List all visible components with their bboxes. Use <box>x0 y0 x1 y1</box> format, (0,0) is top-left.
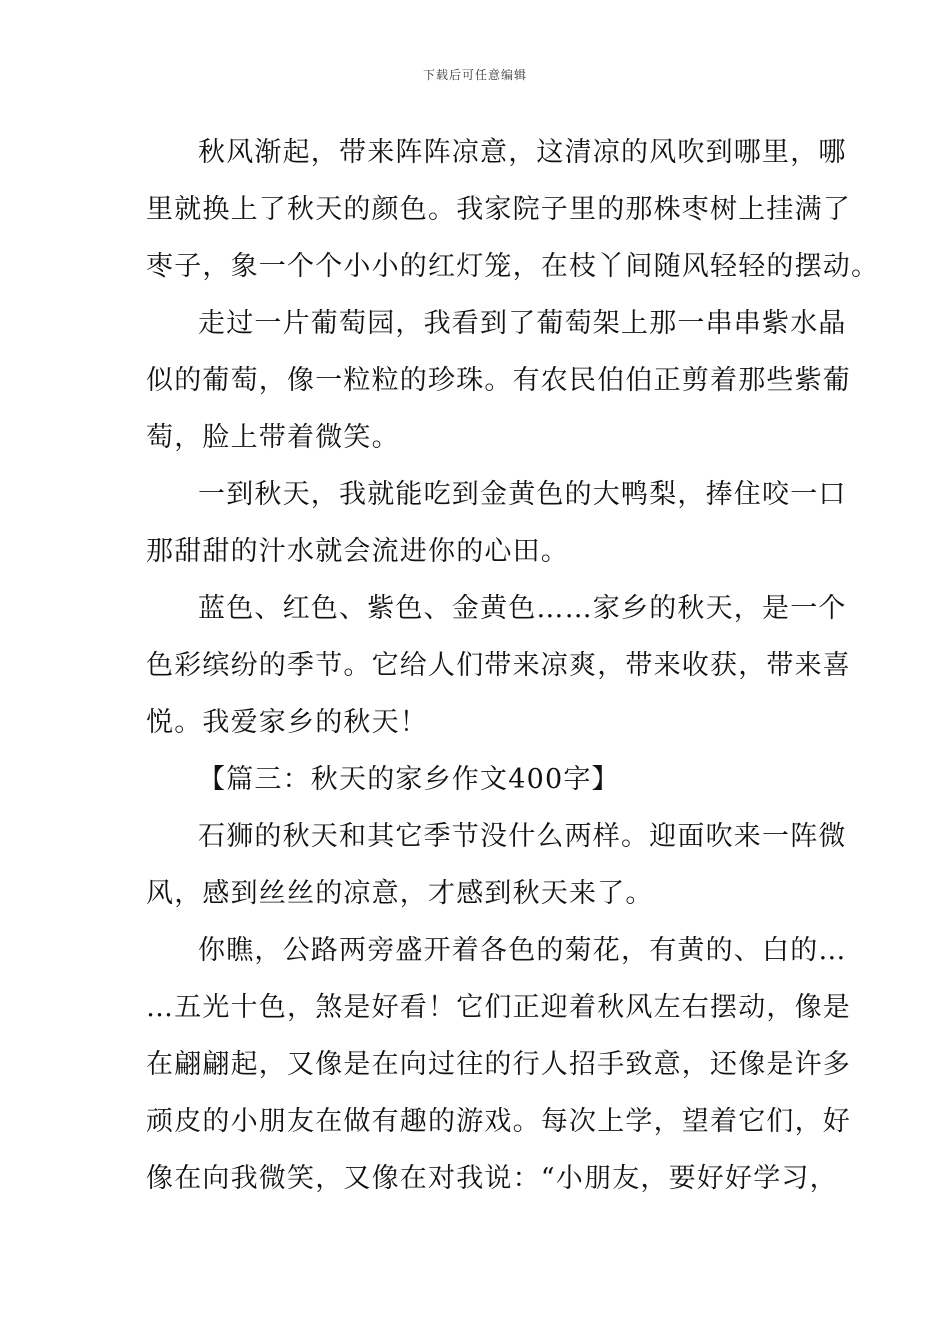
text-line: 萄，脸上带着微笑。 <box>146 422 400 453</box>
text-line: 枣子，象一个个小小的红灯笼，在枝丫间随风轻轻的摆动。 <box>146 251 880 282</box>
text-line: 你瞧，公路两旁盛开着各色的菊花，有黄的、白的… <box>198 935 847 966</box>
text-line: 在翩翩起，又像是在向过往的行人招手致意，还像是许多 <box>146 1049 851 1080</box>
text-line: 像在向我微笑，又像在对我说：“小朋友，要好好学习， <box>146 1163 838 1194</box>
text-line: 石狮的秋天和其它季节没什么两样。迎面吹来一阵微 <box>198 821 847 852</box>
text-line: 蓝色、红色、紫色、金黄色……家乡的秋天，是一个 <box>198 593 847 624</box>
text-line: 色彩缤纷的季节。它给人们带来凉爽，带来收获，带来喜 <box>146 650 851 681</box>
header-note: 下载后可任意编辑 <box>422 68 527 82</box>
text-line: 里就换上了秋天的颜色。我家院子里的那株枣树上挂满了 <box>146 194 851 225</box>
text-line: …五光十色，煞是好看！它们正迎着秋风左右摆动，像是 <box>146 992 851 1023</box>
text-line: 走过一片葡萄园，我看到了葡萄架上那一串串紫水晶 <box>198 308 847 339</box>
text-line: 风，感到丝丝的凉意，才感到秋天来了。 <box>146 878 654 909</box>
text-line: 那甜甜的汁水就会流进你的心田。 <box>146 536 569 567</box>
text-line: 似的葡萄，像一粒粒的珍珠。有农民伯伯正剪着那些紫葡 <box>146 365 851 396</box>
text-line: 秋风渐起，带来阵阵凉意，这清凉的风吹到哪里，哪 <box>198 137 847 168</box>
text-line: 顽皮的小朋友在做有趣的游戏。每次上学，望着它们，好 <box>146 1106 851 1137</box>
text-line: 一到秋天，我就能吃到金黄色的大鸭梨，捧住咬一口 <box>198 479 847 510</box>
section-heading: 【篇三：秋天的家乡作文400字】 <box>198 764 620 795</box>
text-line: 悦。我爱家乡的秋天！ <box>146 707 428 738</box>
